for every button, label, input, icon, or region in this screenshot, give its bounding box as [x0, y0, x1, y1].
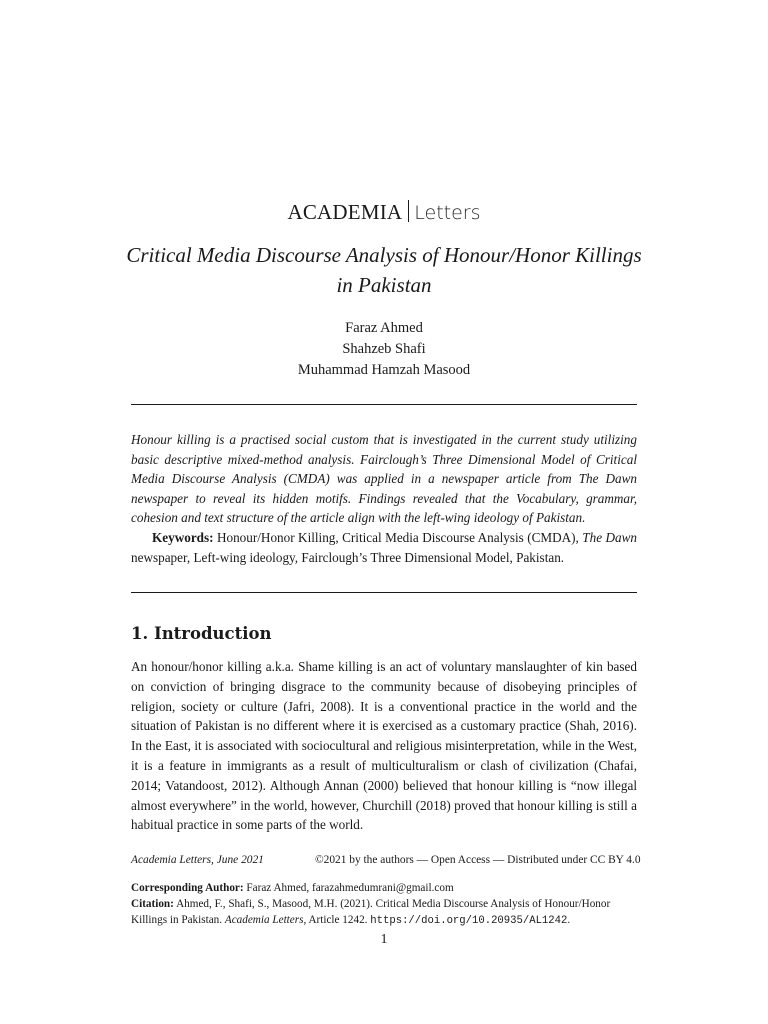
- keywords-label: Keywords:: [152, 529, 214, 545]
- intro-paragraph: An honour/honor killing a.k.a. Shame killing is an act of voluntary manslaughter of kin based on conviction of bringing disgrace to the community because of disobeying principles of religion, society or culture (Jafri, 2008). It is a conventional practice in the world and the situation of Pakistan is no different where it is exercised as a customary practice (Shah, 2016). In the East, it is associated with sociocultural and religious misinterpretation, while in the West, it is a feature in immigrants as a result of multiculturalism or clash of civilization (Chafai, 2014; Vatandoost, 2012). Although Annan (2000) believed that honour killing is “now illegal almost everywhere” in the world, however, Churchill (2018) proved that honour killing is still a habitual practice in some parts of the world.: [131, 659, 637, 833]
- citation-label: Citation:: [131, 898, 174, 911]
- citation-journal: Academia Letters: [224, 914, 304, 927]
- citation: [131, 896, 637, 929]
- corresponding-author: [131, 880, 637, 896]
- paper-title: Critical Media Discourse Analysis of Honour/Honor Killings in Pakistan: [126, 243, 642, 297]
- page-number: 1: [380, 932, 388, 947]
- license-notice: ©2021 by the authors — Open Access — Distributed under CC BY 4.0: [315, 854, 641, 866]
- abstract-text: Honour killing is a practised social custom that is investigated in the current study utilizing basic descriptive mixed-method analysis. Fairclough’s Three Dimensional Model of Critical Media Discourse Analysis (CMDA) was applied in a newspaper article from The Dawn newspaper to reveal its hidden motifs. Findings revealed that the Vocabulary, grammar, cohesion and text structure of the article align with the left-wing ideology of Pakistan.: [131, 432, 637, 526]
- footnotes: [131, 880, 637, 930]
- abstract: [131, 430, 637, 567]
- citation-doi-link[interactable]: https://doi.org/10.20935/AL1242: [370, 915, 568, 928]
- keywords-text-cont: newspaper, Left-wing ideology, Fairclough’s Three Dimensional Model, Pakistan.: [131, 549, 565, 565]
- author-list: [0, 318, 768, 381]
- keywords-italic: The Dawn: [582, 529, 637, 545]
- divider-top: [131, 404, 637, 405]
- citation-end: .: [567, 914, 571, 927]
- author-name: Shahzeb Shafi: [342, 341, 426, 357]
- keywords: [131, 528, 637, 567]
- author-name: Muhammad Hamzah Masood: [297, 362, 471, 378]
- corresponding-value: Faraz Ahmed, farazahmedumrani@gmail.com: [246, 882, 454, 894]
- keywords-text: Honour/Honor Killing, Critical Media Discourse Analysis (CMDA),: [216, 529, 579, 545]
- corresponding-label: Corresponding Author:: [131, 882, 244, 894]
- journal-subtitle: Letters: [414, 202, 481, 224]
- section-heading: 1. Introduction: [131, 624, 272, 643]
- journal-date: Academia Letters, June 2021: [131, 854, 264, 866]
- author-name: Faraz Ahmed: [345, 320, 423, 336]
- journal-brand: ACADEMIA: [287, 200, 403, 224]
- journal-masthead: [0, 198, 768, 227]
- masthead-divider: [408, 200, 409, 222]
- citation-article: , Article 1242.: [303, 914, 368, 927]
- citation-text: Ahmed, F., Shafi, S., Masood, M.H. (2021). Critical Media Discourse Analysis of Honour/Honor Killings in Pakistan.: [131, 898, 611, 927]
- divider-bottom: [131, 592, 637, 593]
